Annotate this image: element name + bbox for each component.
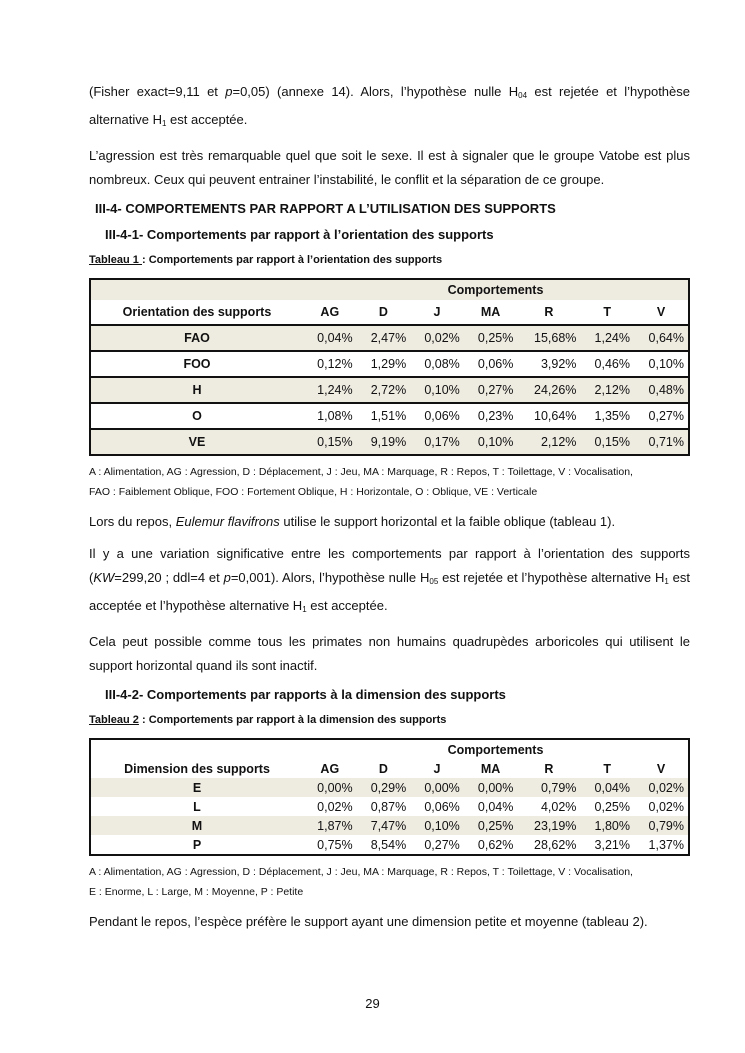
cell: 28,62%: [534, 837, 577, 852]
cell: 0,10%: [634, 351, 689, 377]
row-label: E: [90, 778, 303, 797]
row-label: FAO: [90, 325, 303, 351]
row-label: FOO: [90, 351, 303, 377]
cell: 0,08%: [410, 351, 464, 377]
cell: 0,15%: [580, 429, 634, 455]
table-row: [90, 429, 689, 455]
cell: 0,87%: [370, 799, 407, 814]
col-header: R: [517, 300, 580, 325]
cell: 0,27%: [634, 403, 689, 429]
cell: 0,06%: [464, 351, 518, 377]
group-header: Comportements: [447, 742, 544, 757]
table-orientation: [89, 278, 690, 456]
cell: 1,80%: [580, 816, 634, 835]
cell: 0,25%: [594, 799, 630, 814]
col-header: MA: [480, 761, 501, 776]
cell: 0,00%: [410, 778, 464, 797]
cell: 23,19%: [517, 816, 580, 835]
col-header: D: [378, 761, 388, 776]
col-header: AG: [303, 300, 357, 325]
cell: 0,23%: [464, 403, 518, 429]
cell: 0,00%: [464, 778, 518, 797]
cell: 0,15%: [303, 429, 357, 455]
paragraph-conclusion: Pendant le repos, l’espèce préfère le support ayant une dimension petite et moyenne (tableau 2).: [89, 914, 648, 929]
cell: 0,29%: [357, 778, 411, 797]
cell: 1,37%: [648, 837, 684, 852]
page-number: 29: [365, 996, 380, 1011]
cell: 0,79%: [517, 778, 580, 797]
col-header: J: [433, 761, 441, 776]
subsection-heading-dimension: III-4-2- Comportements par rapports à la dimension des supports: [105, 687, 506, 702]
cell: 2,12%: [580, 377, 634, 403]
cell: 0,79%: [634, 816, 689, 835]
cell: 0,27%: [424, 837, 460, 852]
cell: 1,35%: [580, 403, 634, 429]
table-dimension: [89, 738, 690, 856]
cell: 0,12%: [303, 351, 357, 377]
cell: 2,72%: [357, 377, 411, 403]
cell: 0,75%: [317, 837, 353, 852]
table-row: [90, 377, 689, 403]
cell: 1,24%: [303, 377, 357, 403]
cell: 0,00%: [303, 778, 357, 797]
cell: 1,08%: [303, 403, 357, 429]
cell: 0,46%: [580, 351, 634, 377]
table-row: [90, 325, 689, 351]
cell: 1,51%: [357, 403, 411, 429]
cell: 3,92%: [517, 351, 580, 377]
col-header: AG: [320, 761, 340, 776]
table1-legend: A : Alimentation, AG : Agression, D : Déplacement, J : Jeu, MA : Marquage, R : Repos, T : Toilettage, V : Vocalisation, FAO : Faiblement Oblique, FOO : Fortement Oblique, H : Horizontale, O : Oblique, VE : Verticale: [89, 466, 633, 498]
table-header-row: [90, 759, 689, 778]
cell: 0,48%: [634, 377, 689, 403]
table-row: [90, 351, 689, 377]
cell: 0,04%: [303, 325, 357, 351]
col-header: V: [634, 300, 689, 325]
row-header: Orientation des supports: [90, 300, 303, 325]
table2-legend: A : Alimentation, AG : Agression, D : Déplacement, J : Jeu, MA : Marquage, R : Repos, T : Toilettage, V : Vocalisation, E : Enorme, L : Large, M : Moyenne, P : Petite: [89, 866, 633, 898]
cell: 0,10%: [464, 429, 518, 455]
table-row: [90, 778, 689, 797]
cell: 1,29%: [357, 351, 411, 377]
cell: 0,25%: [464, 325, 518, 351]
table-row: [90, 835, 689, 855]
cell: 0,02%: [634, 778, 689, 797]
row-label: M: [90, 816, 303, 835]
cell: 7,47%: [357, 816, 411, 835]
cell: 0,10%: [410, 816, 464, 835]
row-label: L: [193, 799, 201, 814]
cell: 0,17%: [410, 429, 464, 455]
cell: 0,25%: [464, 816, 518, 835]
col-header: J: [410, 300, 464, 325]
paragraph-agression: L’agression est très remarquable quel que soit le sexe. Il est à signaler que le groupe Vatobe est plus nombreux. Ceux qui peuvent entrainer l’instabilité, le conflit et la séparation de ce groupe.: [89, 148, 690, 187]
cell: 15,68%: [517, 325, 580, 351]
cell: 1,24%: [580, 325, 634, 351]
cell: 2,47%: [357, 325, 411, 351]
paragraph-primates: Cela peut possible comme tous les primates non humains quadrupèdes arboricoles qui utilisent le support horizontal quand ils sont inactif.: [89, 634, 690, 673]
table-group-header-row: [90, 279, 689, 300]
cell: 0,04%: [580, 778, 634, 797]
table-row: [90, 797, 689, 816]
table-group-header-row: [90, 739, 689, 759]
table-header-row: [90, 300, 689, 325]
cell: 0,71%: [634, 429, 689, 455]
cell: 2,12%: [517, 429, 580, 455]
subsection-heading-orientation: III-4-1- Comportements par rapport à l’orientation des supports: [105, 227, 494, 242]
paragraph-variation: Il y a une variation significative entre les comportements par rapport à l’orientation des supports (KW=299,20 ; ddl=4 et p=0,001). Alors, l’hypothèse nulle $H_{05}$ est rejetée et l’hypothèse alternative $H_1$ est acceptée et l’hypothèse alternative $H_1$ est acceptée.: [89, 546, 690, 614]
col-header: R: [544, 761, 554, 776]
paragraph-fisher: (Fisher exact=9,11 et p=0,05) (annexe 14). Alors, l’hypothèse nulle $H_{04}$ est rejetée et l’hypothèse alternative $H_1$ est acceptée.: [89, 84, 690, 128]
table1-caption: Tableau 1 : Comportements par rapport à l’orientation des supports: [89, 254, 443, 266]
row-label: O: [90, 403, 303, 429]
cell: 8,54%: [370, 837, 407, 852]
cell: 0,02%: [648, 799, 684, 814]
cell: 3,21%: [594, 837, 630, 852]
cell: 1,87%: [303, 816, 357, 835]
table-row: [90, 816, 689, 835]
table-row: [90, 403, 689, 429]
row-label: VE: [90, 429, 303, 455]
paragraph-repos: Lors du repos, Eulemur flavifrons utilise le support horizontal et la faible oblique (tableau 1).: [89, 514, 616, 529]
cell: 4,02%: [540, 799, 577, 814]
row-label: P: [192, 837, 202, 852]
cell: 0,06%: [424, 799, 460, 814]
row-header: Dimension des supports: [124, 761, 270, 776]
col-header: MA: [464, 300, 518, 325]
cell: 0,27%: [464, 377, 518, 403]
group-header: Comportements: [303, 279, 689, 300]
col-header: T: [580, 300, 634, 325]
document-page: [89, 80, 690, 942]
col-header: V: [656, 761, 666, 776]
row-label: H: [90, 377, 303, 403]
section-heading: III-4- COMPORTEMENTS PAR RAPPORT A L’UTILISATION DES SUPPORTS: [95, 201, 556, 216]
cell: 10,64%: [517, 403, 580, 429]
cell: 0,64%: [634, 325, 689, 351]
cell: 9,19%: [357, 429, 411, 455]
cell: 0,10%: [410, 377, 464, 403]
col-header: D: [357, 300, 411, 325]
col-header: T: [603, 761, 612, 776]
cell: 0,06%: [410, 403, 464, 429]
table2-caption: Tableau 2 : Comportements par rapport à la dimension des supports: [89, 714, 447, 726]
cell: 0,04%: [477, 799, 514, 814]
cell: 0,02%: [317, 799, 353, 814]
cell: 0,62%: [477, 837, 514, 852]
cell: 24,26%: [517, 377, 580, 403]
cell: 0,02%: [410, 325, 464, 351]
